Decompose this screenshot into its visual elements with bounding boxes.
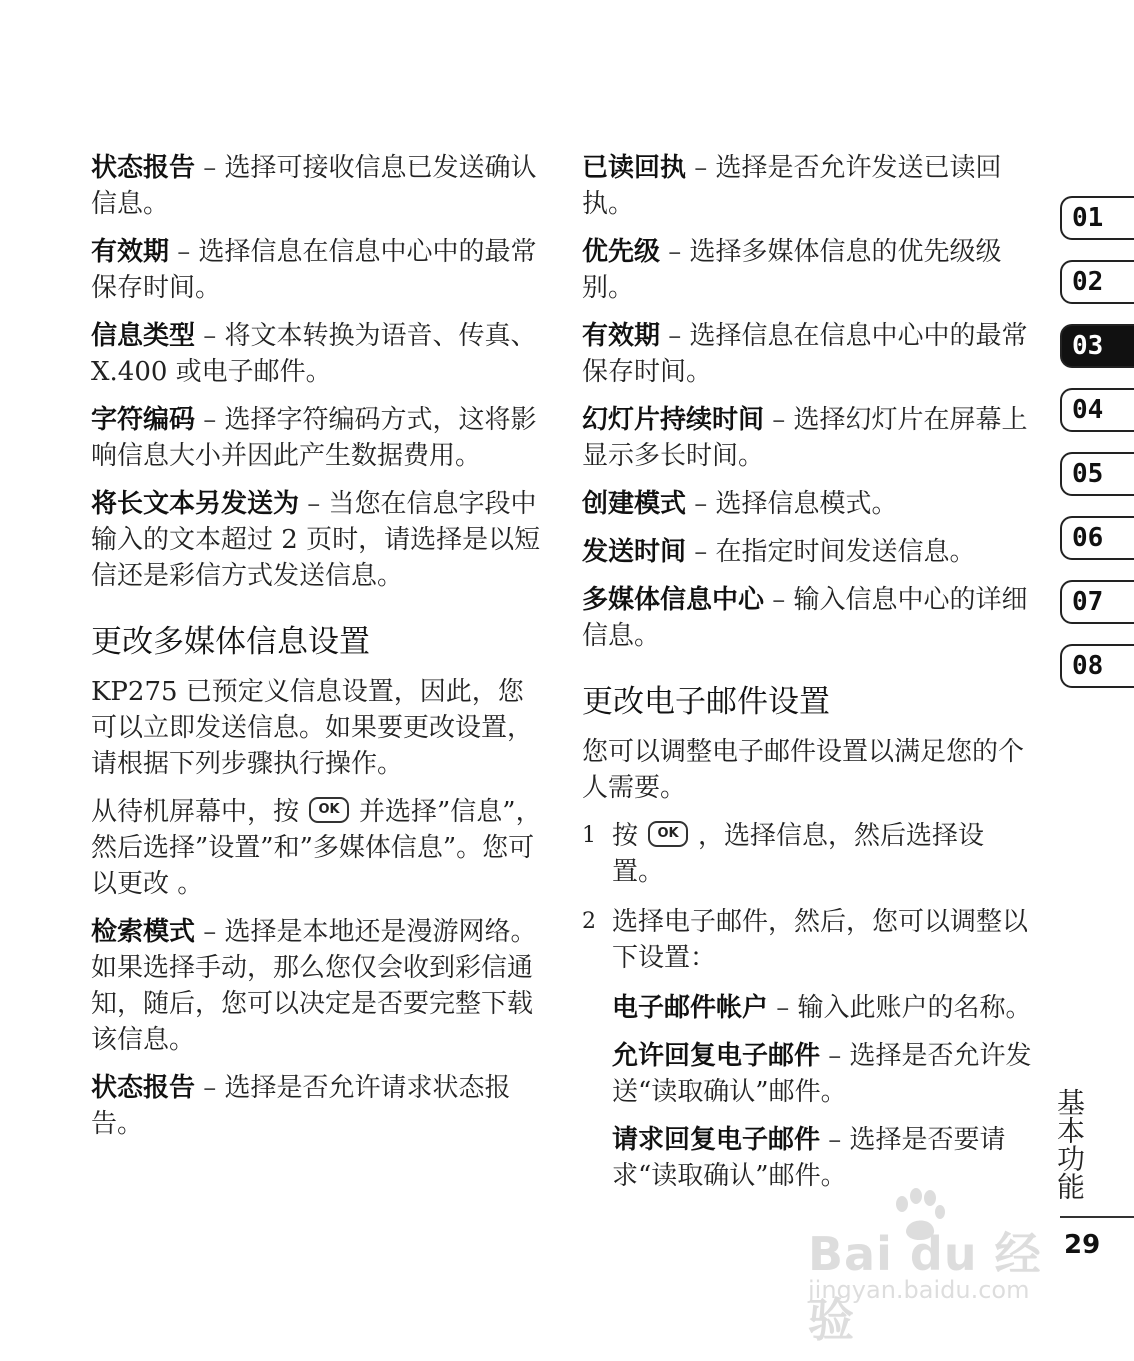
setting-entry bbox=[612, 1122, 1032, 1194]
entry-dash: – bbox=[694, 489, 708, 519]
entry-term: 已读回执 bbox=[582, 153, 687, 183]
entry-term: 有效期 bbox=[91, 237, 170, 267]
chapter-tab-04[interactable]: 04 bbox=[1060, 388, 1134, 432]
entry-desc: 选择可接收信息已发送确认信息。 bbox=[91, 153, 537, 219]
instruction-text: 并选择”信息”，然后选择”设置”和”多媒体信息”。您可以更改 。 bbox=[91, 797, 542, 899]
entry-dash: – bbox=[203, 153, 217, 183]
entry-term: 创建模式 bbox=[582, 489, 687, 519]
entry-dash: – bbox=[776, 993, 790, 1023]
entry-dash: – bbox=[668, 237, 682, 267]
setting-entry bbox=[612, 990, 1032, 1026]
mms-intro: KP275 已预定义信息设置，因此，您可以立即发送信息。如果要更改设置，请根据下列步骤执行操作。 bbox=[91, 677, 534, 779]
step-text-part: ，选择信息，然后选择设置。 bbox=[612, 821, 985, 887]
setting-entry bbox=[582, 234, 1032, 306]
entry-desc: 输入此账户的名称。 bbox=[797, 993, 1032, 1023]
entry-term: 有效期 bbox=[582, 321, 661, 351]
entry-desc: 选择是本地还是漫游网络。如果选择手动，那么您仅会收到彩信通知，随后，您可以决定是否要完整下载该信息。 bbox=[91, 917, 537, 1055]
entry-term: 允许回复电子邮件 bbox=[612, 1041, 821, 1071]
chapter-tab-03[interactable]: 03 bbox=[1060, 324, 1134, 368]
entry-term: 检索模式 bbox=[91, 917, 196, 947]
entry-term: 请求回复电子邮件 bbox=[612, 1125, 821, 1155]
left-column bbox=[91, 150, 546, 1154]
step-text: 选择电子邮件，然后，您可以调整以下设置： bbox=[612, 907, 1029, 973]
entry-term: 状态报告 bbox=[91, 153, 196, 183]
entry-term: 发送时间 bbox=[582, 537, 687, 567]
setting-entry bbox=[582, 150, 1032, 222]
entry-dash: – bbox=[203, 405, 217, 435]
setting-entry bbox=[612, 1038, 1032, 1110]
ok-key-icon bbox=[309, 797, 349, 823]
chapter-tab-08[interactable]: 08 bbox=[1060, 644, 1134, 688]
step-number: 1 bbox=[582, 823, 596, 848]
entry-term: 电子邮件帐户 bbox=[612, 993, 769, 1023]
entry-desc: 选择是否允许发送“读取确认”邮件。 bbox=[612, 1041, 1032, 1107]
section-title-email: 更改电子邮件设置 bbox=[582, 684, 830, 720]
step-text-part: 按 bbox=[612, 821, 639, 851]
entry-term: 多媒体信息中心 bbox=[582, 585, 765, 615]
email-intro: 您可以调整电子邮件设置以满足您的个人需要。 bbox=[582, 737, 1025, 803]
entry-dash: – bbox=[828, 1041, 842, 1071]
entry-desc: 选择幻灯片在屏幕上显示多长时间。 bbox=[582, 405, 1028, 471]
setting-entry bbox=[582, 486, 1032, 522]
setting-entry bbox=[582, 402, 1032, 474]
entry-term: 信息类型 bbox=[91, 321, 196, 351]
step-number: 2 bbox=[582, 909, 596, 934]
chapter-title: 基本功能 bbox=[1053, 1088, 1086, 1200]
entry-term: 状态报告 bbox=[91, 1073, 196, 1103]
entry-desc: 选择是否要请求“读取确认”邮件。 bbox=[612, 1125, 1006, 1191]
setting-entry bbox=[91, 150, 546, 222]
entry-dash: – bbox=[828, 1125, 842, 1155]
chapter-tab-05[interactable]: 05 bbox=[1060, 452, 1134, 496]
entry-desc: 在指定时间发送信息。 bbox=[715, 537, 976, 567]
entry-desc: 选择信息在信息中心中的最常保存时间。 bbox=[91, 237, 537, 303]
entry-dash: – bbox=[694, 537, 708, 567]
chapter-tab-02[interactable]: 02 bbox=[1060, 260, 1134, 304]
chapter-tab-01[interactable]: 01 bbox=[1060, 196, 1134, 240]
entry-dash: – bbox=[668, 321, 682, 351]
entry-desc: 将文本转换为语音、传真、X.400 或电子邮件。 bbox=[91, 321, 537, 387]
chapter-tab-06[interactable]: 06 bbox=[1060, 516, 1134, 560]
entry-desc: 输入信息中心的详细信息。 bbox=[582, 585, 1028, 651]
section-title-mms: 更改多媒体信息设置 bbox=[91, 624, 370, 660]
chapter-tab-07[interactable]: 07 bbox=[1060, 580, 1134, 624]
baidu-watermark bbox=[800, 1188, 1070, 1347]
setting-entry bbox=[91, 318, 546, 390]
entry-term: 字符编码 bbox=[91, 405, 196, 435]
entry-term: 优先级 bbox=[582, 237, 661, 267]
step-1 bbox=[582, 818, 1032, 890]
entry-dash: – bbox=[203, 917, 217, 947]
chapter-tabs bbox=[1060, 196, 1134, 708]
entry-term: 将长文本另发送为 bbox=[91, 489, 300, 519]
step-2 bbox=[582, 904, 1032, 976]
entry-term: 幻灯片持续时间 bbox=[582, 405, 765, 435]
setting-entry bbox=[91, 402, 546, 474]
instruction-text: 从待机屏幕中，按 bbox=[91, 797, 300, 827]
entry-desc: 选择多媒体信息的优先级级别。 bbox=[582, 237, 1002, 303]
setting-entry bbox=[91, 486, 546, 594]
page-number-rule bbox=[1060, 1216, 1134, 1218]
right-column bbox=[582, 150, 1032, 1206]
watermark-brand: Bai du 经验 bbox=[808, 1227, 1042, 1347]
entry-desc: 选择信息模式。 bbox=[715, 489, 898, 519]
entry-dash: – bbox=[177, 237, 191, 267]
entry-dash: – bbox=[694, 153, 708, 183]
setting-entry bbox=[582, 582, 1032, 654]
mms-instruction bbox=[91, 794, 546, 902]
setting-entry bbox=[582, 534, 1032, 570]
email-settings-list bbox=[612, 990, 1032, 1194]
entry-desc: 当您在信息字段中输入的文本超过 2 页时，请选择是以短信还是彩信方式发送信息。 bbox=[91, 489, 541, 591]
setting-entry bbox=[91, 234, 546, 306]
entry-desc: 选择信息在信息中心中的最常保存时间。 bbox=[582, 321, 1028, 387]
ok-key-icon bbox=[648, 821, 688, 847]
setting-entry bbox=[91, 914, 546, 1058]
ok-key-label: OK bbox=[318, 802, 340, 817]
step-text bbox=[612, 818, 1032, 890]
entry-dash: – bbox=[307, 489, 321, 519]
ok-key-label: OK bbox=[657, 826, 679, 841]
entry-desc: 选择是否允许发送已读回执。 bbox=[582, 153, 1002, 219]
entry-desc: 选择是否允许请求状态报告。 bbox=[91, 1073, 511, 1139]
entry-dash: – bbox=[772, 585, 786, 615]
entry-desc: 选择字符编码方式，这将影响信息大小并因此产生数据费用。 bbox=[91, 405, 537, 471]
entry-dash: – bbox=[772, 405, 786, 435]
entry-dash: – bbox=[203, 321, 217, 351]
entry-dash: – bbox=[203, 1073, 217, 1103]
watermark-url: jingyan.baidu.com bbox=[808, 1276, 1030, 1304]
setting-entry bbox=[91, 1070, 546, 1142]
page-number: 29 bbox=[1064, 1230, 1101, 1260]
setting-entry bbox=[582, 318, 1032, 390]
